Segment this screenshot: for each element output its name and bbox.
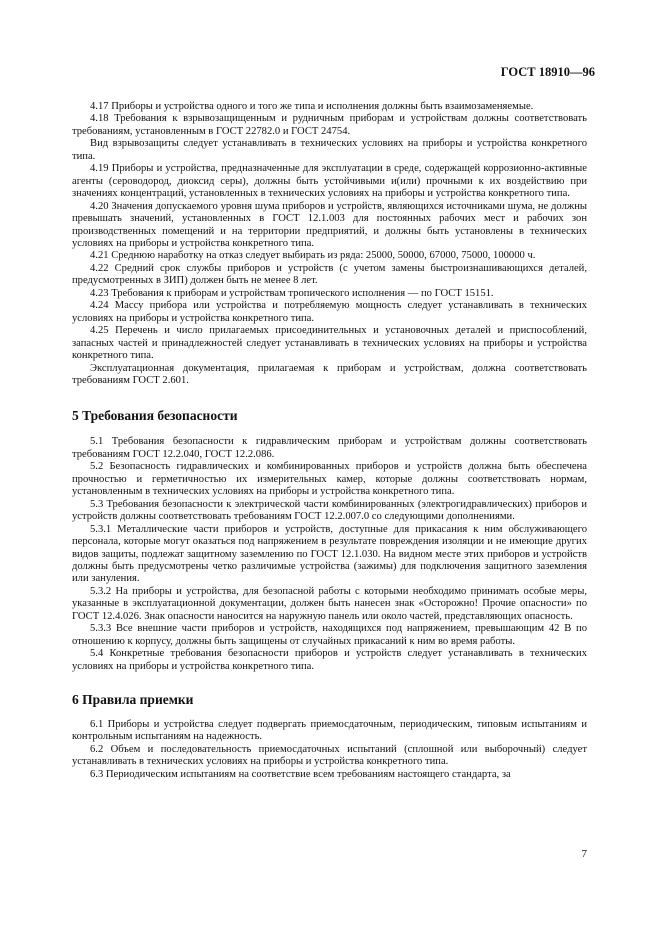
paragraph-5-3-3: 5.3.3 Все внешние части приборов и устройств, находящихся под напряжением, превышающим 42 В по отношению к корпусу, должны быть защищены от случайных прикасаний к ним во время работы. — [72, 623, 587, 647]
paragraph-4-25: 4.25 Перечень и число прилагаемых присоединительных и установочных деталей и приспособлений, запасных частей и принадлежностей следует устанавливать в технических условиях на приборы и устройства конкретного типа. — [72, 325, 587, 362]
paragraph-5-1: 5.1 Требования безопасности к гидравлическим приборам и устройствам должны соответствовать требованиям ГОСТ 12.2.040, ГОСТ 12.2.086. — [72, 436, 587, 460]
paragraph-4-24: 4.24 Массу прибора или устройства и потребляемую мощность следует устанавливать в технических условиях на приборы и устройства конкретного типа. — [72, 300, 587, 324]
paragraph-4-22: 4.22 Средний срок службы приборов и устройств (с учетом замены быстроизнашивающихся деталей, предусмотренных в ЗИП) должен быть не менее 8 лет. — [72, 262, 587, 287]
page-number: 7 — [581, 848, 587, 860]
paragraph-6-3: 6.3 Периодическим испытаниям на соответствие всем требованиям настоящего стандарта, за — [90, 768, 511, 780]
paragraph-6-2: 6.2 Объем и последовательность приемосдаточных испытаний (сплошной или выборочный) следует устанавливать в технических условиях на приборы и устройства конкретного типа. — [72, 743, 587, 768]
paragraph-5-3-1: 5.3.1 Металлические части приборов и устройств, доступные для прикасания к ним обслуживающего персонала, которые могут оказаться под напряжением в результате повреждения изоляции и не имеющие других видов защиты, подлежат защитному заземлению по ГОСТ 12.1.030. На видном месте этих приборов и устройств должны быть предусмотрены четко различимые устройства (зажимы) для подключения защитного заземления или зануления. — [72, 523, 587, 585]
paragraph-4-20: 4.20 Значения допускаемого уровня шума приборов и устройств, являющихся источниками шума, не должны превышать значений, установленных в ГОСТ 12.1.003 для постоянных рабочих мест и рабочих зон производственных помещений и на территории предприятий, и должны быть установлены в технических условиях на приборы и устройства конкретного типа. — [72, 200, 587, 249]
paragraph-operational-docs: Эксплуатационная документация, прилагаемая к приборам и устройствам, должна соответствовать требованиям ГОСТ 2.601. — [72, 362, 587, 386]
section-5-heading: 5 Требования безопасности — [72, 408, 238, 424]
paragraph-4-19: 4.19 Приборы и устройства, предназначенные для эксплуатации в среде, содержащей коррозионно-активные агенты (сероводород, диоксид серы), должны быть устойчивыми и(или) прочными к их воздействию при значениях концентраций, установленных в технических условиях на приборы и устройства конкретного типа. — [72, 163, 587, 200]
paragraph-4-18: 4.18 Требования к взрывозащищенным и рудничным приборам и устройствам должны соответствовать требованиям, установленным в ГОСТ 22782.0 и ГОСТ 24754. — [72, 113, 587, 137]
document-body — [72, 101, 587, 781]
paragraph-4-23: 4.23 Требования к приборам и устройствам тропического исполнения — по ГОСТ 15151. — [90, 287, 494, 299]
paragraph-5-3: 5.3 Требования безопасности к электрической части комбинированных (электрогидравлических) приборов и устройств должны соответствовать требованиям ГОСТ 12.2.007.0 со следующими дополнениями. — [72, 498, 587, 523]
paragraph-4-21: 4.21 Среднюю наработку на отказ следует выбирать из ряда: 25000, 50000, 67000, 75000, 100000 ч. — [90, 250, 536, 262]
paragraph-explosion-protection: Вид взрывозащиты следует устанавливать в технических условиях на приборы и устройства конкретного типа. — [72, 138, 587, 162]
paragraph-6-1: 6.1 Приборы и устройства следует подвергать приемосдаточным, периодическим, типовым испытаниям и контрольным испытаниям на надежность. — [72, 719, 587, 743]
document-header: ГОСТ 18910—96 — [500, 65, 595, 79]
paragraph-5-4: 5.4 Конкретные требования безопасности приборов и устройств следует устанавливать в технических условиях на приборы и устройства конкретного типа. — [72, 648, 587, 672]
section-6-heading: 6 Правила приемки — [72, 692, 194, 708]
paragraph-4-17: 4.17 Приборы и устройства одного и того же типа и исполнения должны быть взаимозаменяемые. — [90, 101, 534, 112]
paragraph-5-2: 5.2 Безопасность гидравлических и комбинированных приборов и устройств должна быть обеспечена прочностью и герметичностью их измерительных камер, которые должны соответствовать нормам, установленным в технических условиях на приборы и устройства конкретного типа. — [72, 461, 587, 498]
paragraph-5-3-2: 5.3.2 На приборы и устройства, для безопасной работы с которыми необходимо принимать особые меры, указанные в эксплуатационной документации, должен быть нанесен знак «Осторожно! Прочие опасности» по ГОСТ 12.4.026. Знак опасности наносится на наружную панель или около частей, представляющих опасность. — [72, 585, 587, 622]
